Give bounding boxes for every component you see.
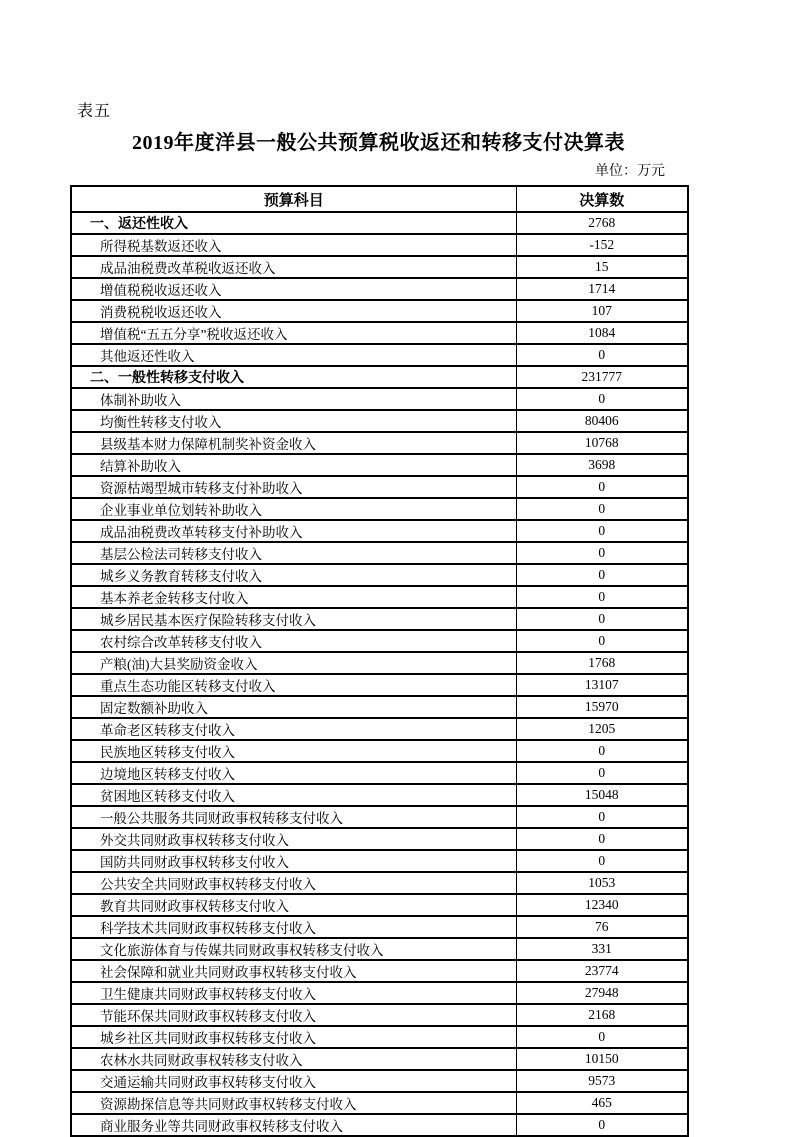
table-row bbox=[71, 784, 688, 806]
budget-item-value: 3698 bbox=[516, 454, 688, 476]
table-row bbox=[71, 476, 688, 498]
table-row bbox=[71, 300, 688, 322]
budget-item-value: 23774 bbox=[516, 960, 688, 982]
budget-item-label: 成品油税费改革转移支付补助收入 bbox=[71, 520, 516, 542]
budget-item-label: 革命老区转移支付收入 bbox=[71, 718, 516, 740]
budget-item-label: 企业事业单位划转补助收入 bbox=[71, 498, 516, 520]
table-row bbox=[71, 1026, 688, 1048]
budget-item-label: 资源枯竭型城市转移支付补助收入 bbox=[71, 476, 516, 498]
budget-item-label: 增值税税收返还收入 bbox=[71, 278, 516, 300]
budget-item-value: 465 bbox=[516, 1092, 688, 1114]
unit-label: 单位：万元 bbox=[595, 164, 665, 179]
table-row bbox=[71, 564, 688, 586]
budget-item-label: 固定数额补助收入 bbox=[71, 696, 516, 718]
table-row bbox=[71, 1048, 688, 1070]
table-row bbox=[71, 960, 688, 982]
budget-item-value: 331 bbox=[516, 938, 688, 960]
column-header-budget-item: 预算科目 bbox=[71, 186, 516, 212]
budget-item-label: 城乡义务教育转移支付收入 bbox=[71, 564, 516, 586]
budget-item-label: 文化旅游体育与传媒共同财政事权转移支付收入 bbox=[71, 938, 516, 960]
table-row bbox=[71, 366, 688, 388]
table-row bbox=[71, 498, 688, 520]
table-row bbox=[71, 1092, 688, 1114]
budget-item-label: 基本养老金转移支付收入 bbox=[71, 586, 516, 608]
budget-item-value: 1053 bbox=[516, 872, 688, 894]
table-row bbox=[71, 586, 688, 608]
budget-item-value: 12340 bbox=[516, 894, 688, 916]
budget-item-label: 公共安全共同财政事权转移支付收入 bbox=[71, 872, 516, 894]
table-row bbox=[71, 740, 688, 762]
budget-item-label: 民族地区转移支付收入 bbox=[71, 740, 516, 762]
budget-item-value: 10150 bbox=[516, 1048, 688, 1070]
table-row bbox=[71, 278, 688, 300]
budget-item-value: 76 bbox=[516, 916, 688, 938]
budget-item-value: 0 bbox=[516, 1114, 688, 1136]
budget-item-label: 外交共同财政事权转移支付收入 bbox=[71, 828, 516, 850]
budget-item-label: 增值税“五五分享”税收返还收入 bbox=[71, 322, 516, 344]
table-row bbox=[71, 212, 688, 234]
budget-item-label: 结算补助收入 bbox=[71, 454, 516, 476]
budget-item-value: 0 bbox=[516, 806, 688, 828]
table-row bbox=[71, 388, 688, 410]
budget-item-label: 商业服务业等共同财政事权转移支付收入 bbox=[71, 1114, 516, 1136]
table-row bbox=[71, 630, 688, 652]
budget-item-value: 0 bbox=[516, 542, 688, 564]
budget-item-label: 一、返还性收入 bbox=[71, 212, 516, 234]
budget-item-value: 15 bbox=[516, 256, 688, 278]
budget-item-value: 0 bbox=[516, 520, 688, 542]
budget-item-value: 0 bbox=[516, 498, 688, 520]
table-row bbox=[71, 982, 688, 1004]
header-row bbox=[71, 186, 688, 212]
budget-item-value: 1768 bbox=[516, 652, 688, 674]
column-header-final-amount: 决算数 bbox=[516, 186, 688, 212]
budget-table-body bbox=[71, 212, 688, 1136]
budget-item-label: 二、一般性转移支付收入 bbox=[71, 366, 516, 388]
table-row bbox=[71, 1004, 688, 1026]
table-row bbox=[71, 322, 688, 344]
budget-item-value: 231777 bbox=[516, 366, 688, 388]
budget-item-value: 0 bbox=[516, 344, 688, 366]
budget-item-value: 0 bbox=[516, 476, 688, 498]
budget-item-label: 重点生态功能区转移支付收入 bbox=[71, 674, 516, 696]
budget-item-value: 0 bbox=[516, 564, 688, 586]
budget-item-value: 0 bbox=[516, 850, 688, 872]
budget-item-value: -152 bbox=[516, 234, 688, 256]
budget-item-label: 节能环保共同财政事权转移支付收入 bbox=[71, 1004, 516, 1026]
table-row bbox=[71, 696, 688, 718]
budget-item-label: 成品油税费改革税收返还收入 bbox=[71, 256, 516, 278]
table-row bbox=[71, 454, 688, 476]
budget-item-label: 国防共同财政事权转移支付收入 bbox=[71, 850, 516, 872]
budget-item-label: 所得税基数返还收入 bbox=[71, 234, 516, 256]
budget-item-value: 9573 bbox=[516, 1070, 688, 1092]
budget-item-value: 15970 bbox=[516, 696, 688, 718]
table-row bbox=[71, 608, 688, 630]
table-row bbox=[71, 652, 688, 674]
table-row bbox=[71, 938, 688, 960]
table-row bbox=[71, 542, 688, 564]
budget-item-value: 0 bbox=[516, 828, 688, 850]
table-row bbox=[71, 718, 688, 740]
budget-table-header bbox=[71, 186, 688, 212]
budget-item-value: 2768 bbox=[516, 212, 688, 234]
budget-item-label: 其他返还性收入 bbox=[71, 344, 516, 366]
table-row bbox=[71, 894, 688, 916]
budget-item-value: 10768 bbox=[516, 432, 688, 454]
table-row bbox=[71, 674, 688, 696]
budget-item-value: 0 bbox=[516, 388, 688, 410]
table-row bbox=[71, 872, 688, 894]
table-row bbox=[71, 520, 688, 542]
budget-item-label: 卫生健康共同财政事权转移支付收入 bbox=[71, 982, 516, 1004]
budget-item-value: 2168 bbox=[516, 1004, 688, 1026]
table-row bbox=[71, 916, 688, 938]
page-title: 2019年度洋县一般公共预算税收返还和转移支付决算表 bbox=[132, 132, 625, 154]
budget-item-value: 1714 bbox=[516, 278, 688, 300]
table-row bbox=[71, 344, 688, 366]
budget-item-label: 交通运输共同财政事权转移支付收入 bbox=[71, 1070, 516, 1092]
budget-item-value: 0 bbox=[516, 1026, 688, 1048]
budget-item-label: 基层公检法司转移支付收入 bbox=[71, 542, 516, 564]
budget-item-label: 农林水共同财政事权转移支付收入 bbox=[71, 1048, 516, 1070]
budget-item-label: 城乡居民基本医疗保险转移支付收入 bbox=[71, 608, 516, 630]
table-row bbox=[71, 432, 688, 454]
table-row bbox=[71, 256, 688, 278]
table-row bbox=[71, 806, 688, 828]
budget-item-value: 1084 bbox=[516, 322, 688, 344]
budget-item-label: 边境地区转移支付收入 bbox=[71, 762, 516, 784]
budget-item-label: 产粮(油)大县奖励资金收入 bbox=[71, 652, 516, 674]
budget-item-value: 1205 bbox=[516, 718, 688, 740]
table-row bbox=[71, 234, 688, 256]
budget-item-value: 0 bbox=[516, 586, 688, 608]
table-row bbox=[71, 1114, 688, 1136]
table-row bbox=[71, 850, 688, 872]
table-row bbox=[71, 410, 688, 432]
budget-item-value: 107 bbox=[516, 300, 688, 322]
budget-item-value: 80406 bbox=[516, 410, 688, 432]
budget-item-label: 一般公共服务共同财政事权转移支付收入 bbox=[71, 806, 516, 828]
budget-item-label: 城乡社区共同财政事权转移支付收入 bbox=[71, 1026, 516, 1048]
budget-table bbox=[70, 185, 689, 1137]
budget-item-value: 15048 bbox=[516, 784, 688, 806]
budget-item-value: 13107 bbox=[516, 674, 688, 696]
budget-item-value: 0 bbox=[516, 740, 688, 762]
budget-item-label: 农村综合改革转移支付收入 bbox=[71, 630, 516, 652]
budget-item-value: 0 bbox=[516, 762, 688, 784]
budget-item-value: 0 bbox=[516, 630, 688, 652]
budget-item-label: 贫困地区转移支付收入 bbox=[71, 784, 516, 806]
budget-item-value: 0 bbox=[516, 608, 688, 630]
budget-item-label: 科学技术共同财政事权转移支付收入 bbox=[71, 916, 516, 938]
budget-item-label: 均衡性转移支付收入 bbox=[71, 410, 516, 432]
table-number-label: 表五 bbox=[77, 103, 112, 120]
budget-item-label: 体制补助收入 bbox=[71, 388, 516, 410]
table-row bbox=[71, 762, 688, 784]
budget-item-label: 消费税税收返还收入 bbox=[71, 300, 516, 322]
table-row bbox=[71, 1070, 688, 1092]
budget-item-label: 资源勘探信息等共同财政事权转移支付收入 bbox=[71, 1092, 516, 1114]
budget-item-label: 县级基本财力保障机制奖补资金收入 bbox=[71, 432, 516, 454]
budget-item-label: 教育共同财政事权转移支付收入 bbox=[71, 894, 516, 916]
budget-item-label: 社会保障和就业共同财政事权转移支付收入 bbox=[71, 960, 516, 982]
table-row bbox=[71, 828, 688, 850]
budget-item-value: 27948 bbox=[516, 982, 688, 1004]
